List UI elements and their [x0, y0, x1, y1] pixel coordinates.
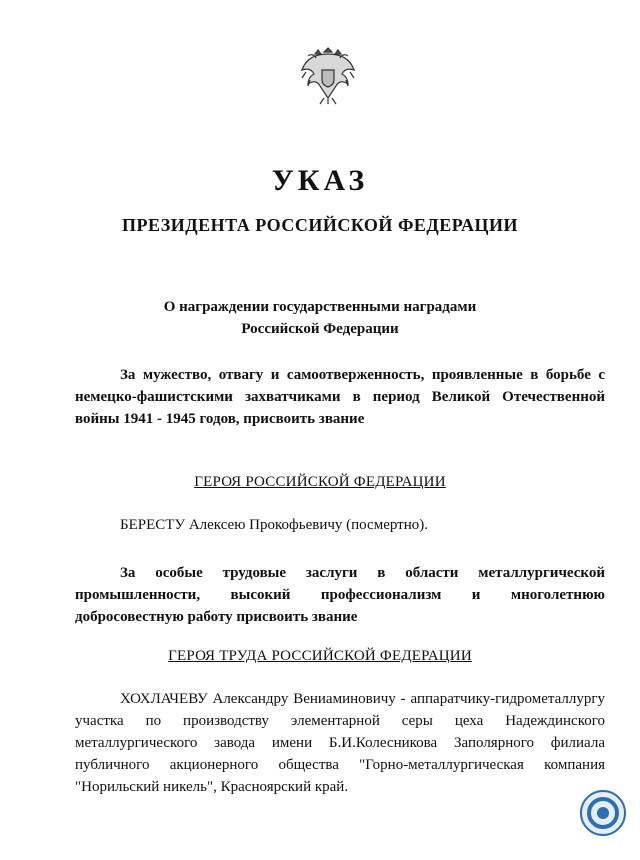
recipient-khokhlachev: ХОХЛАЧЕВУ Александру Вениаминовичу - аппаратчику-гидрометаллургу участка по производству элементарной серы цеха Надеждинского металлургического завода имени Б.И.Колесникова Заполярного филиала публичного акционерного общества "Горно-металлургическая компания "Норильский никель", Красноярский край.	[75, 691, 605, 795]
paragraph-labour-merits: За особые трудовые заслуги в области металлургической промышленности, высокий профессионализм и многолетнюю добросовестную работу присвоить звание	[75, 565, 605, 625]
recipient-berest: БЕРЕСТУ Алексею Прокофьевичу (посмертно).	[120, 517, 428, 533]
heading-line-1: О награждении государственными наградами	[163, 299, 477, 315]
decree-subtitle: ПРЕЗИДЕНТА РОССИЙСКОЙ ФЕДЕРАЦИИ	[122, 215, 518, 235]
heading-line-2: Российской Федерации	[241, 321, 399, 337]
circular-logo-icon	[578, 788, 628, 838]
decree-heading	[0, 296, 640, 340]
award-title-hero-russia: ГЕРОЯ РОССИЙСКОЙ ФЕДЕРАЦИИ	[194, 474, 446, 490]
coat-of-arms-icon	[298, 40, 358, 106]
paragraph-courage: За мужество, отвагу и самоотверженность, проявленные в борьбе с немецко-фашистскими захватчиками в период Великой Отечественной войны 1941 - 1945 годов, присвоить звание	[75, 367, 605, 427]
award-title-hero-labour: ГЕРОЯ ТРУДА РОССИЙСКОЙ ФЕДЕРАЦИИ	[168, 648, 472, 664]
decree-title: УКАЗ	[271, 164, 369, 197]
